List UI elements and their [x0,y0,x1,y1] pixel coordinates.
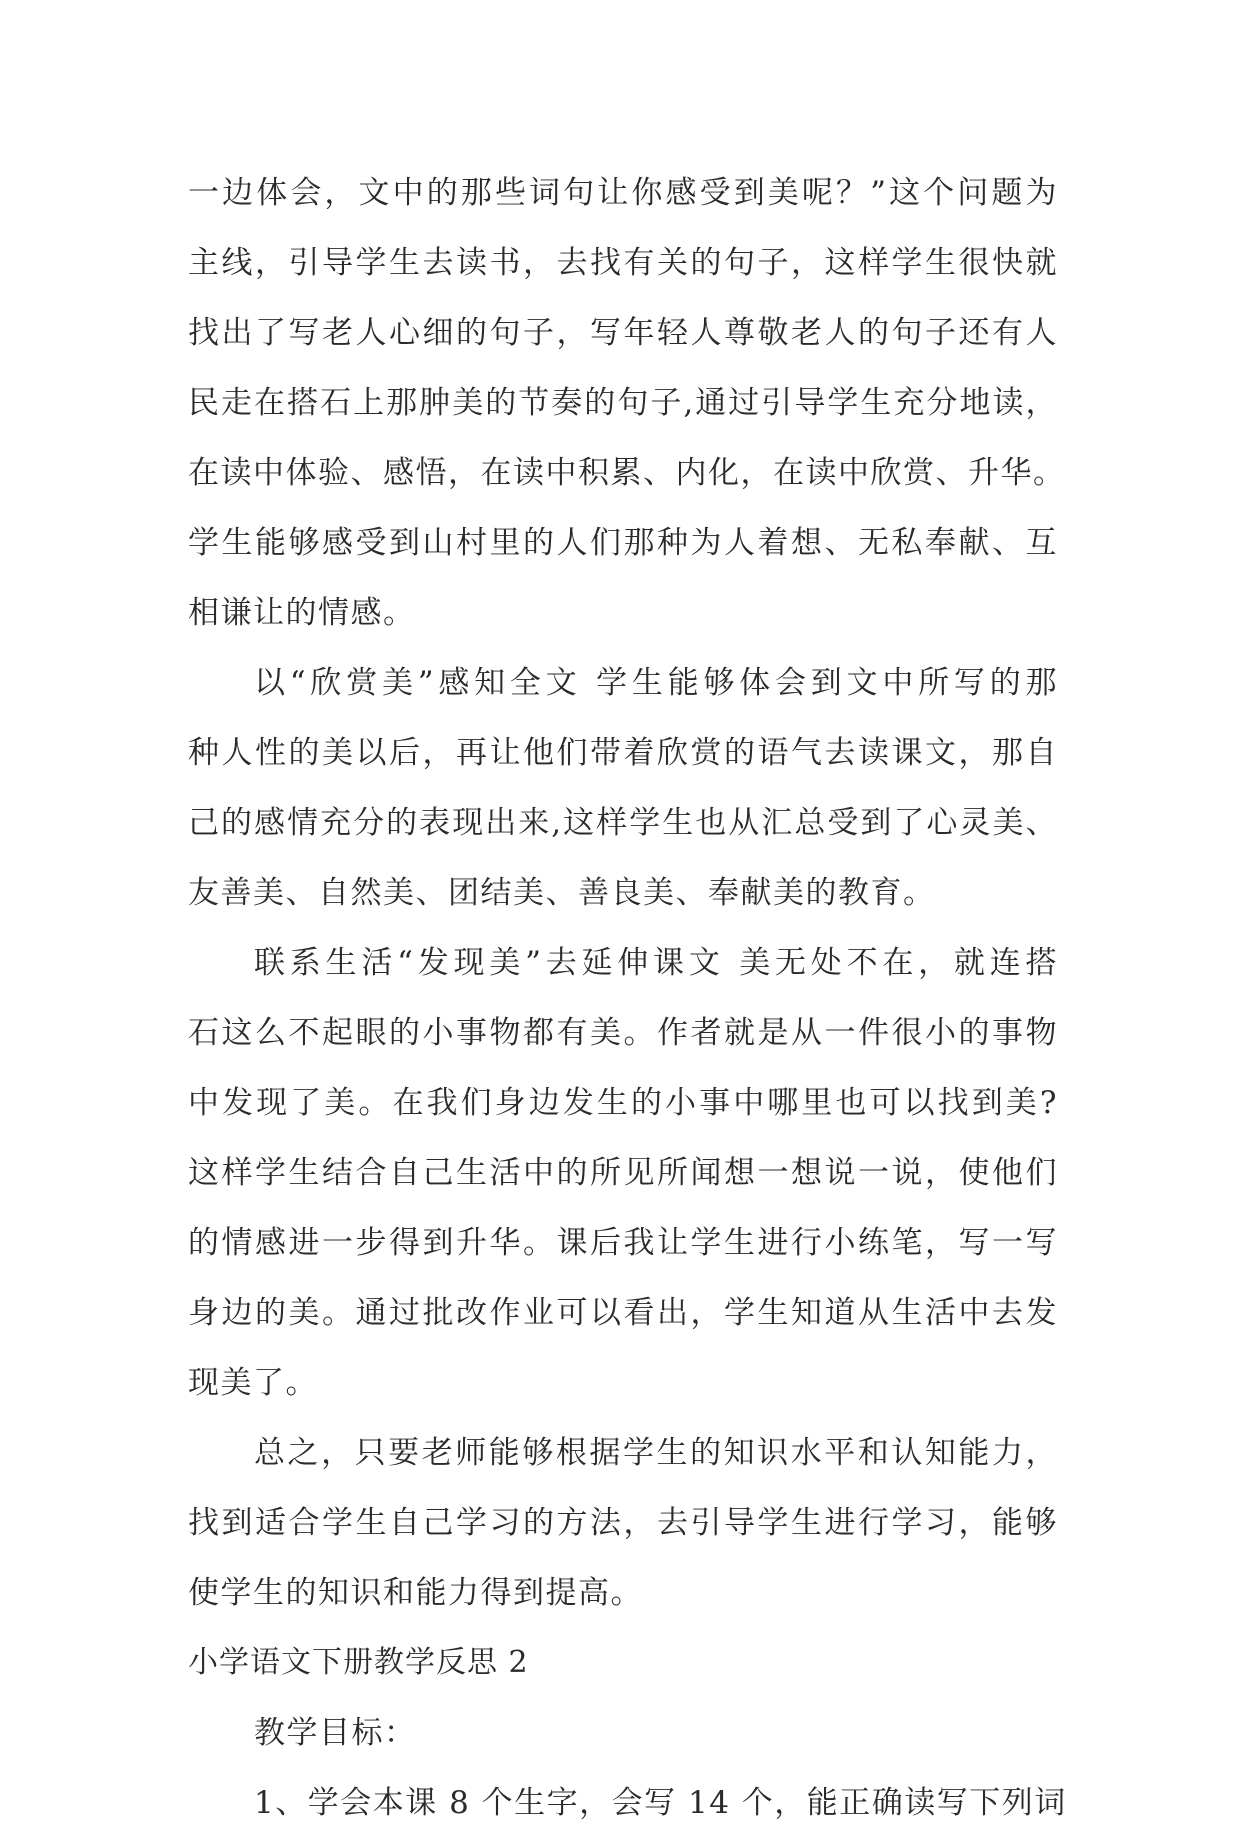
paragraph-first-line: 以“欣赏美”感知全文 学生能够体会到文中所写的那 [254,665,1058,701]
paragraph-line: 找到适合学生自己学习的方法，去引导学生进行学习，能够 [188,1505,1058,1541]
paragraph-line: 主线，引导学生去读书，去找有关的句子，这样学生很快就 [188,245,1058,281]
body-text [188,158,1067,1838]
paragraph-line: 使学生的知识和能力得到提高。 [188,1575,643,1611]
paragraph-first-line: 联系生活“发现美”去延伸课文 美无处不在，就连搭 [254,945,1058,981]
paragraph-line: 找出了写老人心细的句子，写年轻人尊敬老人的句子还有人 [188,315,1058,351]
paragraph-line: 这样学生结合自己生活中的所见所闻想一想说一说，使他们 [188,1155,1058,1191]
subheading-teaching-goals: 教学目标： [254,1715,417,1751]
paragraph-line: 石这么不起眼的小事物都有美。作者就是从一件很小的事物 [188,1015,1058,1051]
paragraph-line: 一边体会，文中的那些词句让你感受到美呢？”这个问题为 [188,175,1058,211]
paragraph-line: 学生能够感受到山村里的人们那种为人着想、无私奉献、互 [188,525,1058,561]
paragraph-line: 在读中体验、感悟，在读中积累、内化，在读中欣赏、升华。 [188,455,1066,491]
section-heading: 小学语文下册教学反思 2 [188,1645,529,1680]
list-item: 1、学会本课 8 个生字，会写 14 个，能正确读写下列词 [254,1785,1067,1821]
paragraph-line: 种人性的美以后，再让他们带着欣赏的语气去读课文，那自 [188,735,1058,771]
paragraph-line: 的情感进一步得到升华。课后我让学生进行小练笔，写一写 [188,1225,1058,1261]
paragraph-line: 相谦让的情感。 [188,595,416,631]
paragraph-line: 己的感情充分的表现出来,这样学生也从汇总受到了心灵美、 [188,805,1058,841]
paragraph-line: 民走在搭石上那肿美的节奏的句子,通过引导学生充分地读， [188,385,1058,421]
paragraph-line: 友善美、自然美、团结美、善良美、奉献美的教育。 [188,875,936,911]
paragraph-line: 现美了。 [188,1365,318,1401]
paragraph-line: 身边的美。通过批改作业可以看出，学生知道从生活中去发 [188,1295,1058,1331]
paragraph-first-line: 总之，只要老师能够根据学生的知识水平和认知能力， [254,1435,1058,1471]
paragraph-line: 中发现了美。在我们身边发生的小事中哪里也可以找到美? [188,1085,1058,1121]
